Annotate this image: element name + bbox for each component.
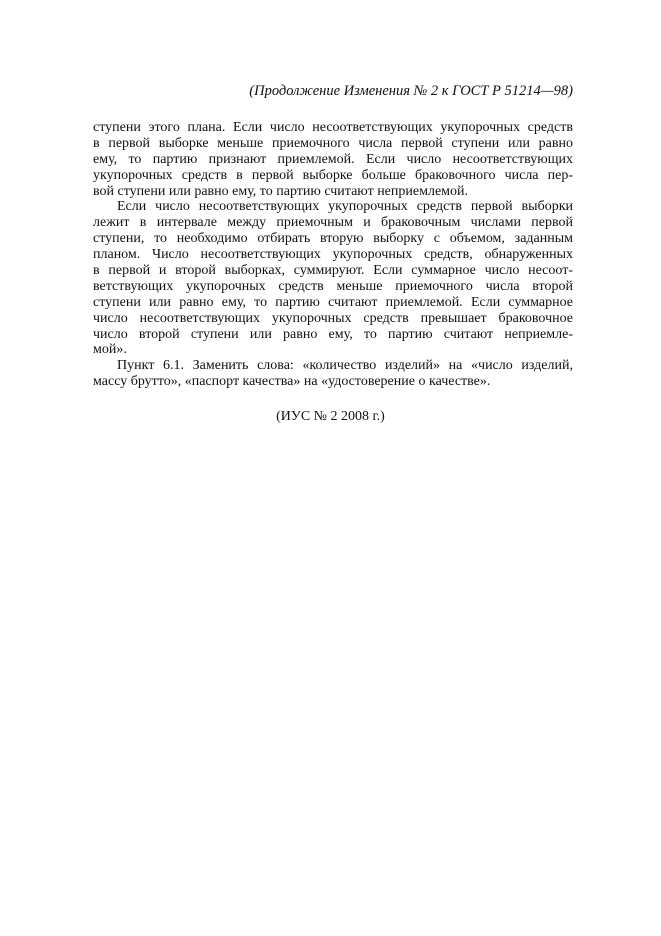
- text-line: мой».: [93, 342, 127, 358]
- text-line: число несоответствующих укупорочных средств превышает браковочное: [93, 310, 573, 326]
- text-line: массу брутто», «паспорт качества» на «удостоверение о качестве».: [93, 374, 491, 390]
- text-line: ступени или равно ему, то партию считают приемлемой. Если суммарное: [93, 294, 573, 310]
- paragraph-1: [93, 120, 573, 199]
- page-header: (Продолжение Изменения № 2 к ГОСТ Р 51214—98): [249, 83, 573, 99]
- text-line: число второй ступени или равно ему, то партию считают неприемле-: [93, 326, 573, 342]
- text-line: в первой и второй выборках, суммируют. Если суммарное число несоот-: [93, 263, 573, 279]
- text-line: вой ступени или равно ему, то партию считают неприемлемой.: [93, 183, 469, 199]
- text-line: укупорочных средств в первой выборке больше браковочного числа пер-: [93, 167, 573, 183]
- paragraph-2: [93, 199, 573, 358]
- source-reference: (ИУС № 2 2008 г.): [276, 409, 385, 424]
- text-line: Если число несоответствующих укупорочных средств первой выборки: [117, 199, 573, 215]
- paragraph-3: [93, 358, 573, 390]
- document-body: [93, 120, 573, 390]
- text-line: ему, то партию признают приемлемой. Если число несоответствующих: [93, 151, 573, 167]
- text-line: ступени этого плана. Если число несоответствующих укупорочных средств: [93, 120, 573, 135]
- text-line: лежит в интервале между приемочным и браковочным числами первой: [93, 215, 573, 231]
- text-line: в первой выборке меньше приемочного числа первой ступени или равно: [93, 135, 573, 151]
- text-line: планом. Число несоответствующих укупорочных средств, обнаруженных: [93, 247, 573, 263]
- text-line: ступени, то необходимо отбирать вторую выборку с объемом, заданным: [93, 231, 573, 247]
- text-line: Пункт 6.1. Заменить слова: «количество изделий» на «число изделий,: [117, 358, 573, 374]
- text-line: ветствующих укупорочных средств меньше приемочного числа второй: [93, 278, 573, 294]
